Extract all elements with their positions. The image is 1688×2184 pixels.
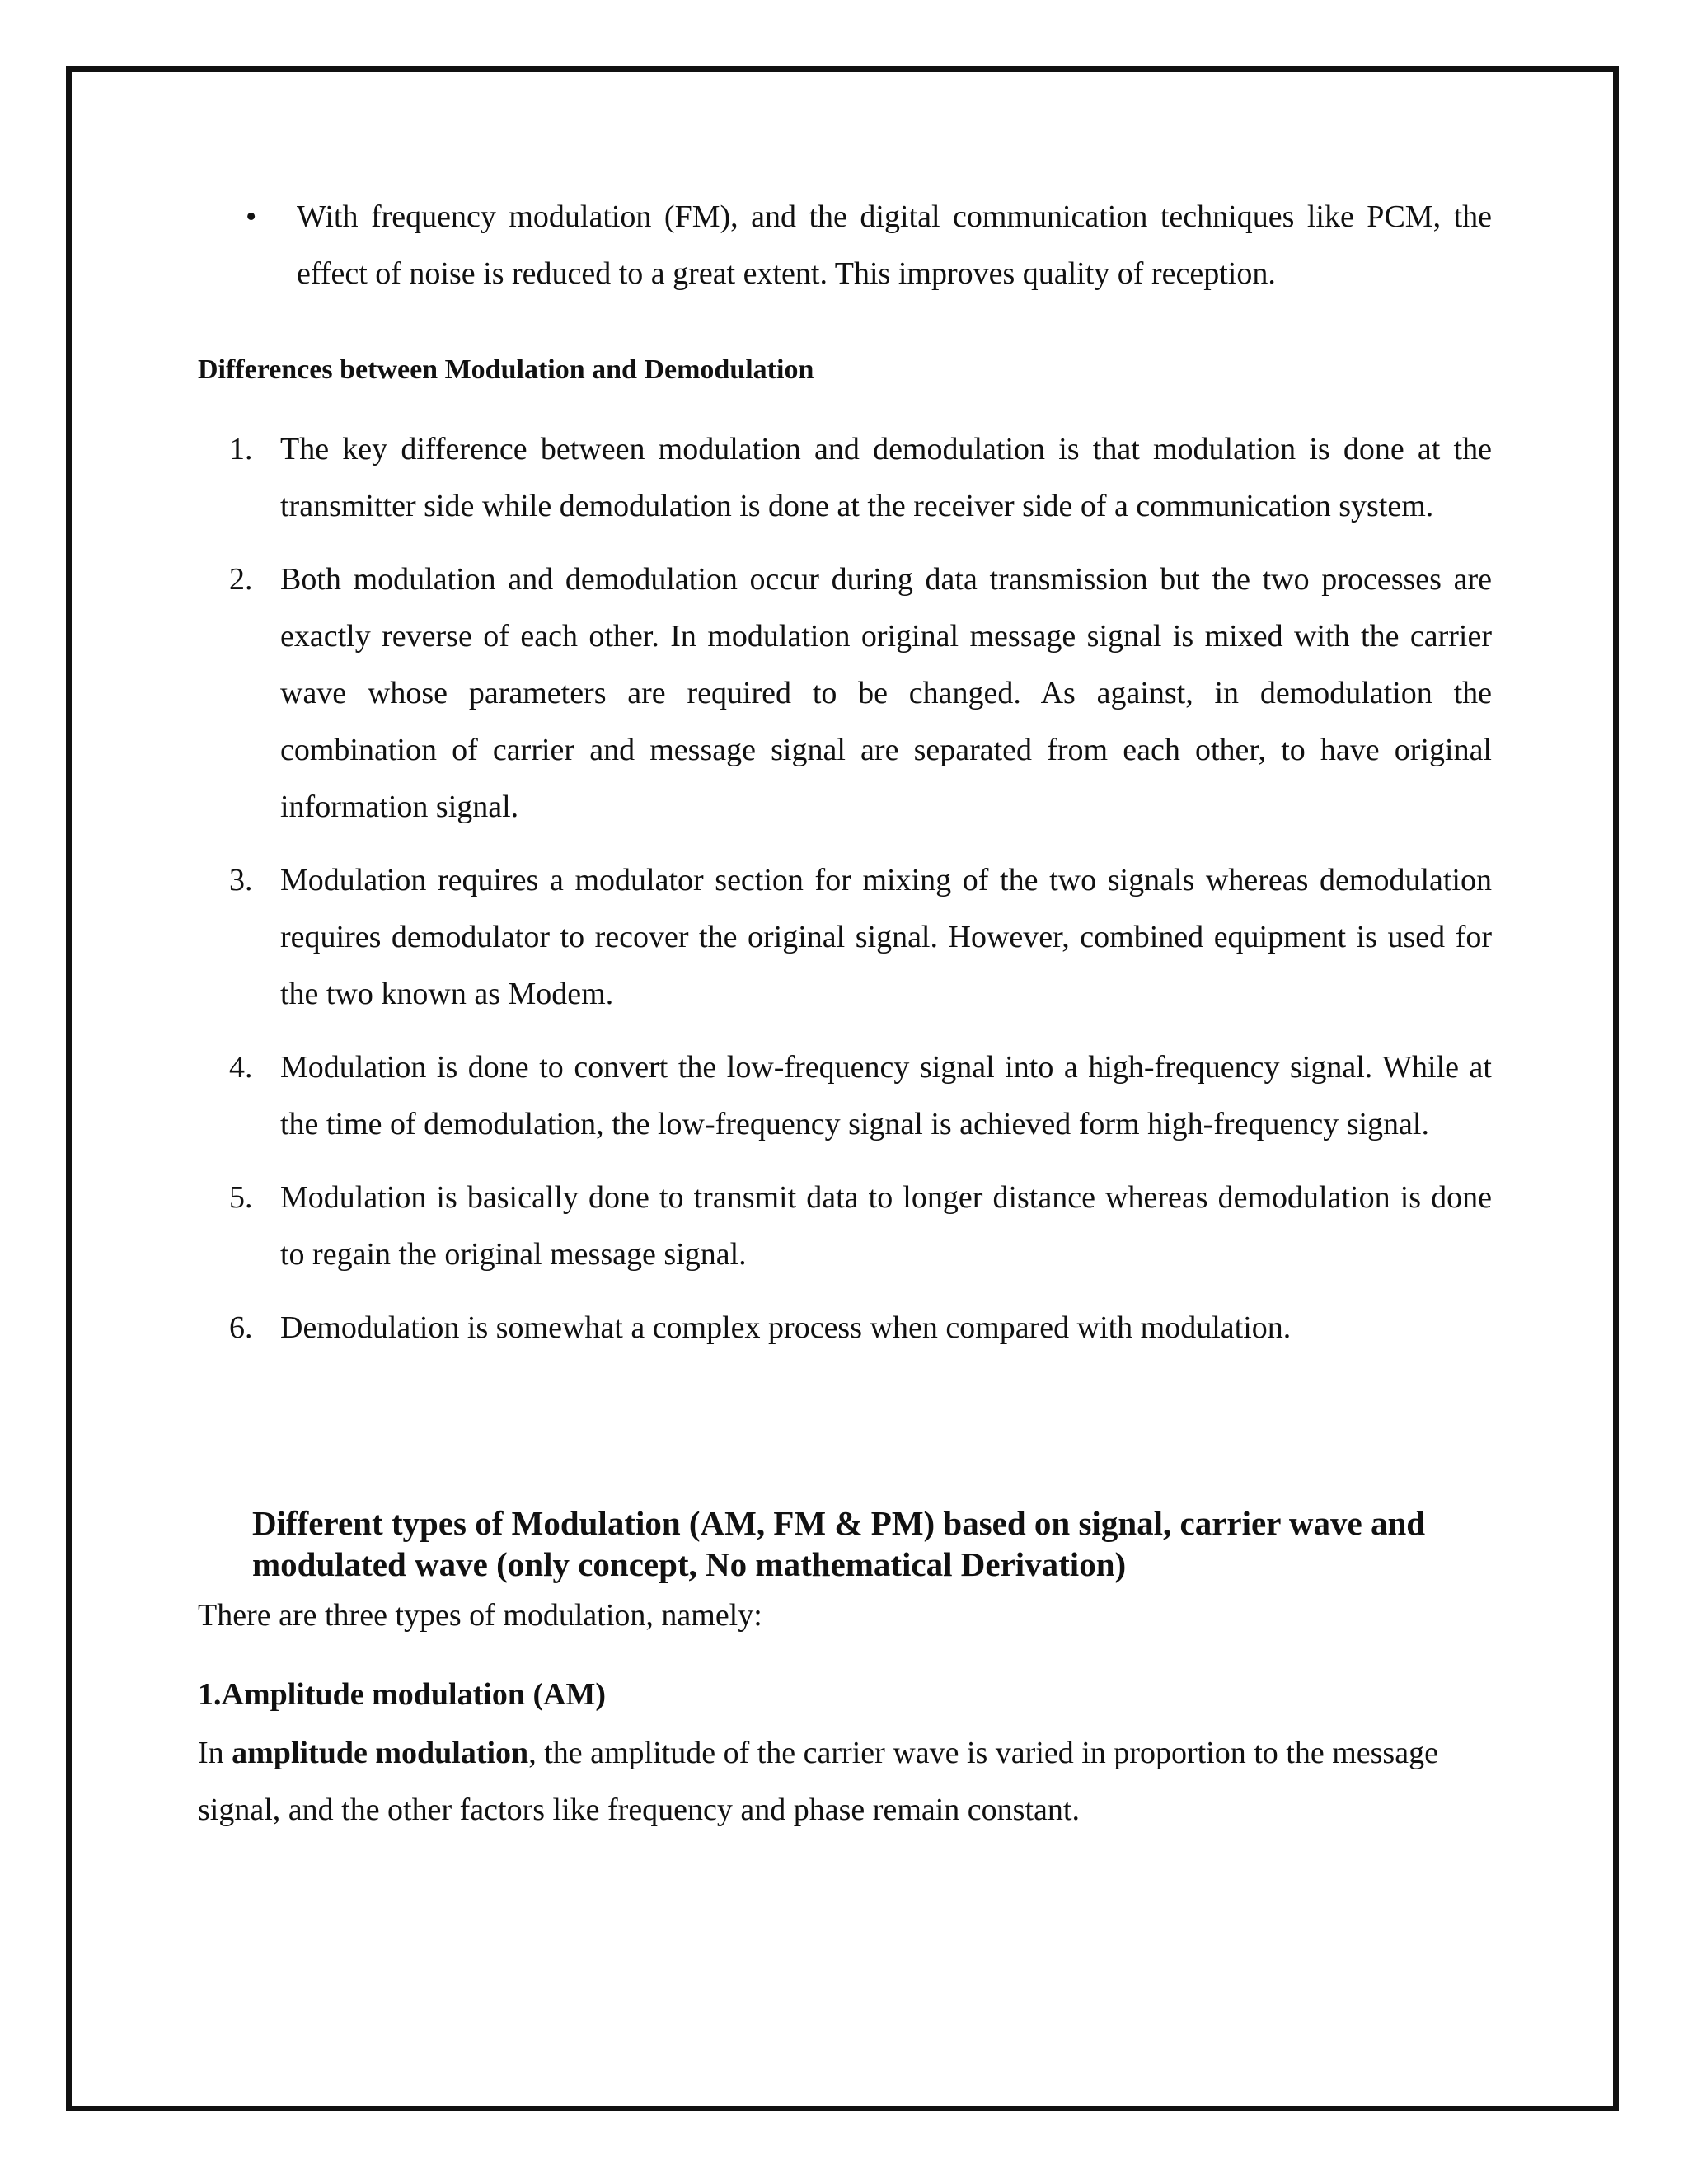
list-number: 4. (229, 1050, 253, 1085)
list-item (229, 1039, 1492, 1153)
list-item-text: The key difference between modulation and demodulation is that modulation is done at the transmitter side while demodulation is done at the receiver side of a communication system. (280, 432, 1492, 523)
list-item (229, 551, 1492, 836)
differences-list (229, 421, 1492, 1373)
list-item-text: Modulation requires a modulator section for mixing of the two signals whereas demodulation requires demodulator to recover the original signal. However, combined equipment is used for the two known as Modem. (280, 863, 1492, 1011)
list-item (229, 1300, 1492, 1357)
list-item (229, 1169, 1492, 1283)
am-para-rest: , the amplitude of the carrier wave is varied in proportion to the message signal, and the other factors like frequency and phase remain constant. (198, 1736, 1438, 1827)
bullet-text: With frequency modulation (FM), and the digital communication techniques like PCM, the effect of noise is reduced to a great extent. This improves quality of reception. (297, 199, 1492, 291)
am-para-bold-term: amplitude modulation (232, 1736, 529, 1770)
modulation-types-heading: Different types of Modulation (AM, FM & PM) based on signal, carrier wave and modulated wave (only concept, No mathematical Derivation) (252, 1504, 1426, 1583)
list-number: 2. (229, 562, 253, 597)
types-intro: There are three types of modulation, namely: (198, 1598, 762, 1633)
list-number: 6. (229, 1310, 253, 1345)
am-paragraph (198, 1725, 1484, 1839)
differences-heading: Differences between Modulation and Demodulation (198, 354, 814, 385)
list-number: 3. (229, 863, 253, 898)
list-item (229, 852, 1492, 1023)
list-number: 1. (229, 432, 253, 466)
list-item (229, 421, 1492, 535)
noise-bullet (246, 189, 1492, 302)
list-item-text: Modulation is done to convert the low-frequency signal into a high-frequency signal. While at the time of demodulation, the low-frequency signal is achieved form high-frequency signal. (280, 1050, 1492, 1141)
am-heading: 1.Amplitude modulation (AM) (198, 1677, 607, 1712)
list-item-text: Both modulation and demodulation occur during data transmission but the two processes are exactly reverse of each other. In modulation original message signal is mixed with the carrier wave whose parameters are required to be changed. As against, in demodulation the combination of carrier and message signal are separated from each other, to have original information signal. (280, 562, 1492, 824)
list-item-text: Demodulation is somewhat a complex process when compared with modulation. (280, 1310, 1292, 1345)
am-para-prefix: In (198, 1736, 232, 1770)
bullet-marker: • (246, 199, 257, 234)
list-item-text: Modulation is basically done to transmit data to longer distance whereas demodulation is done to regain the original message signal. (280, 1180, 1492, 1272)
list-number: 5. (229, 1180, 253, 1215)
